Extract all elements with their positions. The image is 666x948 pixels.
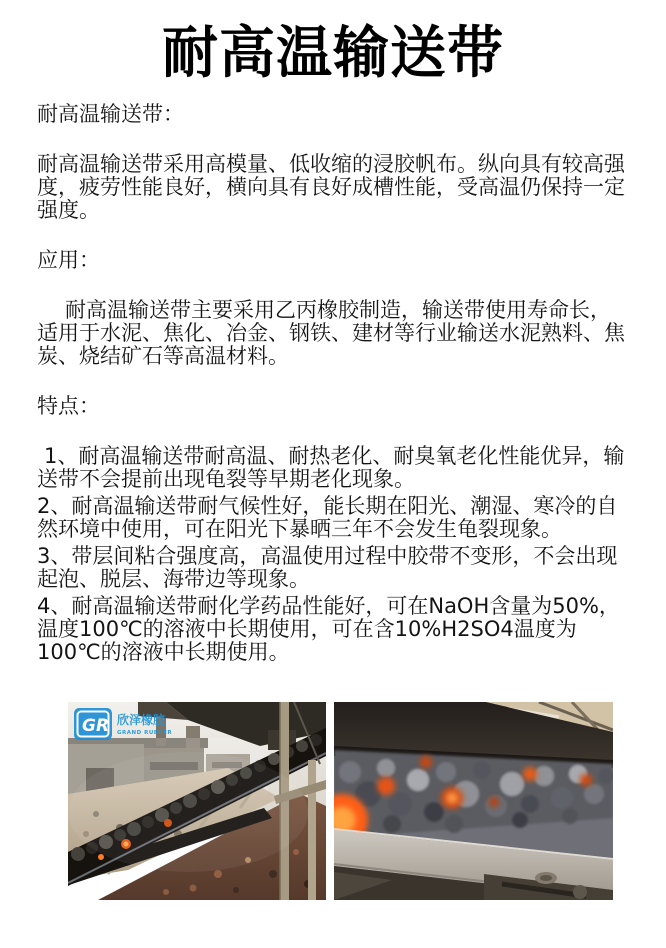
logo-chinese-name: 欣泽橡胶 [117,713,166,727]
photo-right-hot-sinter [334,702,613,900]
hot-sinter-illustration [334,702,613,900]
page-title: 耐高温输送带 [162,21,504,86]
feature-item-3: 3、带层间粘合强度高，高温使用过程中胶带不变形，不会出现起泡、脱层、海带边等现象。 [37,544,618,591]
page [0,18,666,900]
feature-item-1: 1、耐高温输送带耐高温、耐热老化、耐臭氧老化性能优异，输送带不会提前出现龟裂等早期老化现象。 [37,444,625,491]
grand-rubber-logo [74,708,172,740]
photo-left-conveyor-line [68,702,326,900]
feature-item-2: 2、耐高温输送带耐气候性好，能长期在阳光、潮湿、寒冷的自然环境中使用，可在阳光下暴晒三年不会发生龟裂现象。 [37,494,618,541]
application-paragraph: 耐高温输送带主要采用乙丙橡胶制造，输送带使用寿命长，适用于水泥、焦化、冶金、钢铁、建材等行业输送水泥熟料、焦炭、烧结矿石等高温材料。 [37,298,625,368]
gr-logo-icon: GR [82,716,110,736]
application-heading: 应用： [37,248,100,272]
features-heading: 特点： [37,394,100,418]
intro-paragraph: 耐高温输送带采用高模量、低收缩的浸胶帆布。纵向具有较高强度，疲劳性能良好，横向具有良好成槽性能，受高温仍保持一定强度。 [37,152,625,222]
feature-item-4: 4、耐高温输送带耐化学药品性能好，可在NaOH含量为50%，温度100℃的溶液中长期使用，可在含10%H2SO4温度为100℃的溶液中长期使用。 [37,594,620,664]
article-body [0,103,666,664]
intro-label: 耐高温输送带： [37,102,184,126]
features-list [37,445,629,664]
conveyor-plant-illustration [68,702,326,900]
dust-haze [68,752,308,872]
logo-english-name: GRAND RUBBER [117,730,173,736]
photo-row [68,702,666,900]
